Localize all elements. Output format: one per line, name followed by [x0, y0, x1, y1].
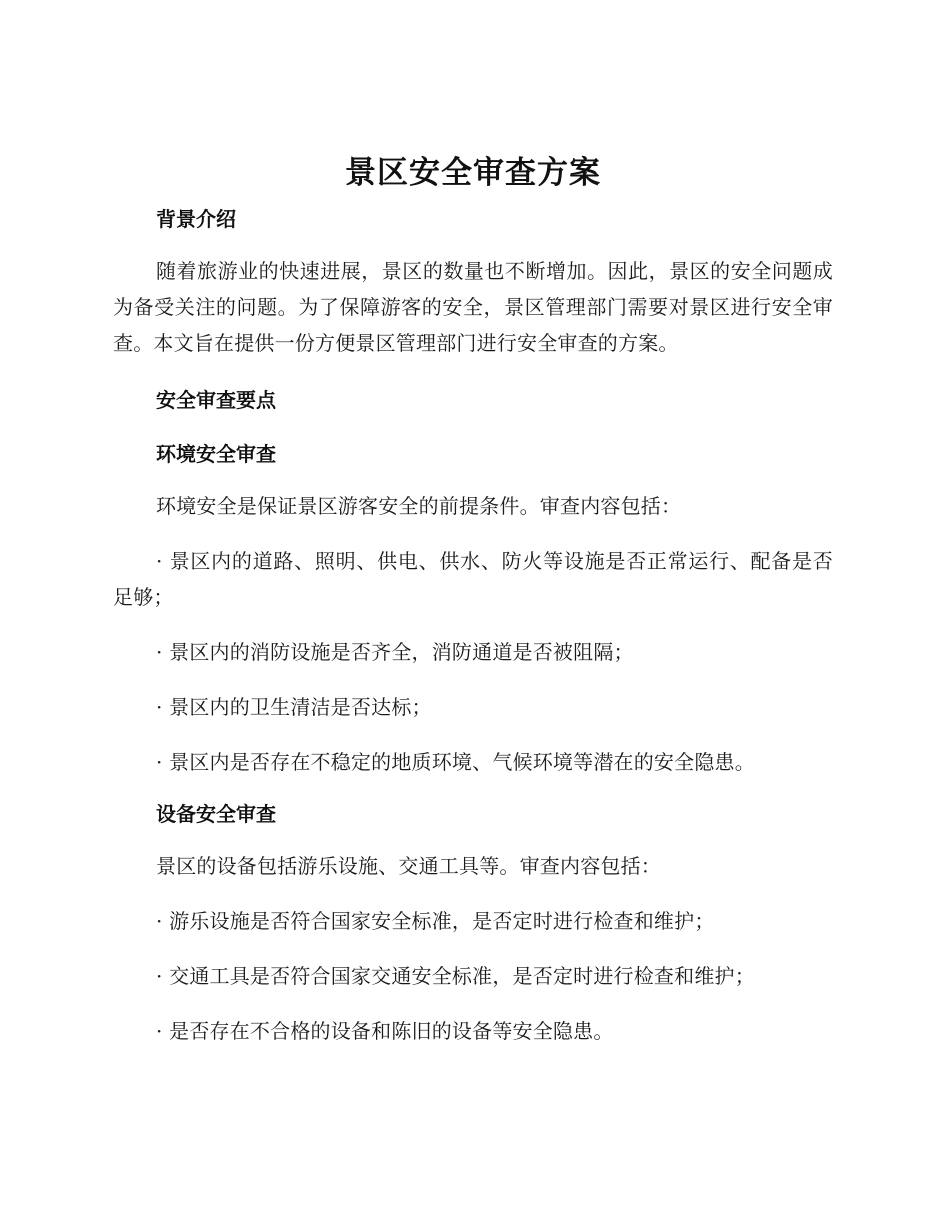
list-item: · 景区内的道路、照明、供电、供水、防火等设施是否正常运行、配备是否足够； [113, 549, 833, 609]
document-page [113, 150, 833, 1049]
section-heading-key-points: 安全审查要点 [156, 388, 276, 412]
list-item: · 交通工具是否符合国家交通安全标准，是否定时进行检查和维护； [156, 964, 755, 988]
background-paragraph: 随着旅游业的快速进展，景区的数量也不断增加。因此，景区的安全问题成为备受关注的问题。为了保障游客的安全，景区管理部门需要对景区进行安全审查。本文旨在提供一份方便景区管理部门进行安全审查的方案。 [113, 259, 833, 355]
equipment-intro: 景区的设备包括游乐设施、交通工具等。审查内容包括： [156, 854, 661, 878]
section-heading-background: 背景介绍 [156, 207, 236, 231]
environment-intro: 环境安全是保证景区游客安全的前提条件。审查内容包括： [156, 494, 682, 518]
section-heading-environment: 环境安全审查 [156, 442, 276, 466]
list-item: · 游乐设施是否符合国家安全标准，是否定时进行检查和维护； [156, 909, 715, 933]
list-item: · 是否存在不合格的设备和陈旧的设备等安全隐患。 [156, 1019, 614, 1043]
list-item: · 景区内的卫生清洁是否达标； [156, 695, 432, 719]
list-item: · 景区内是否存在不稳定的地质环境、气候环境等潜在的安全隐患。 [156, 750, 755, 774]
list-item: · 景区内的消防设施是否齐全，消防通道是否被阻隔； [156, 640, 634, 664]
document-title: 景区安全审查方案 [345, 155, 601, 191]
section-heading-equipment: 设备安全审查 [156, 802, 276, 826]
